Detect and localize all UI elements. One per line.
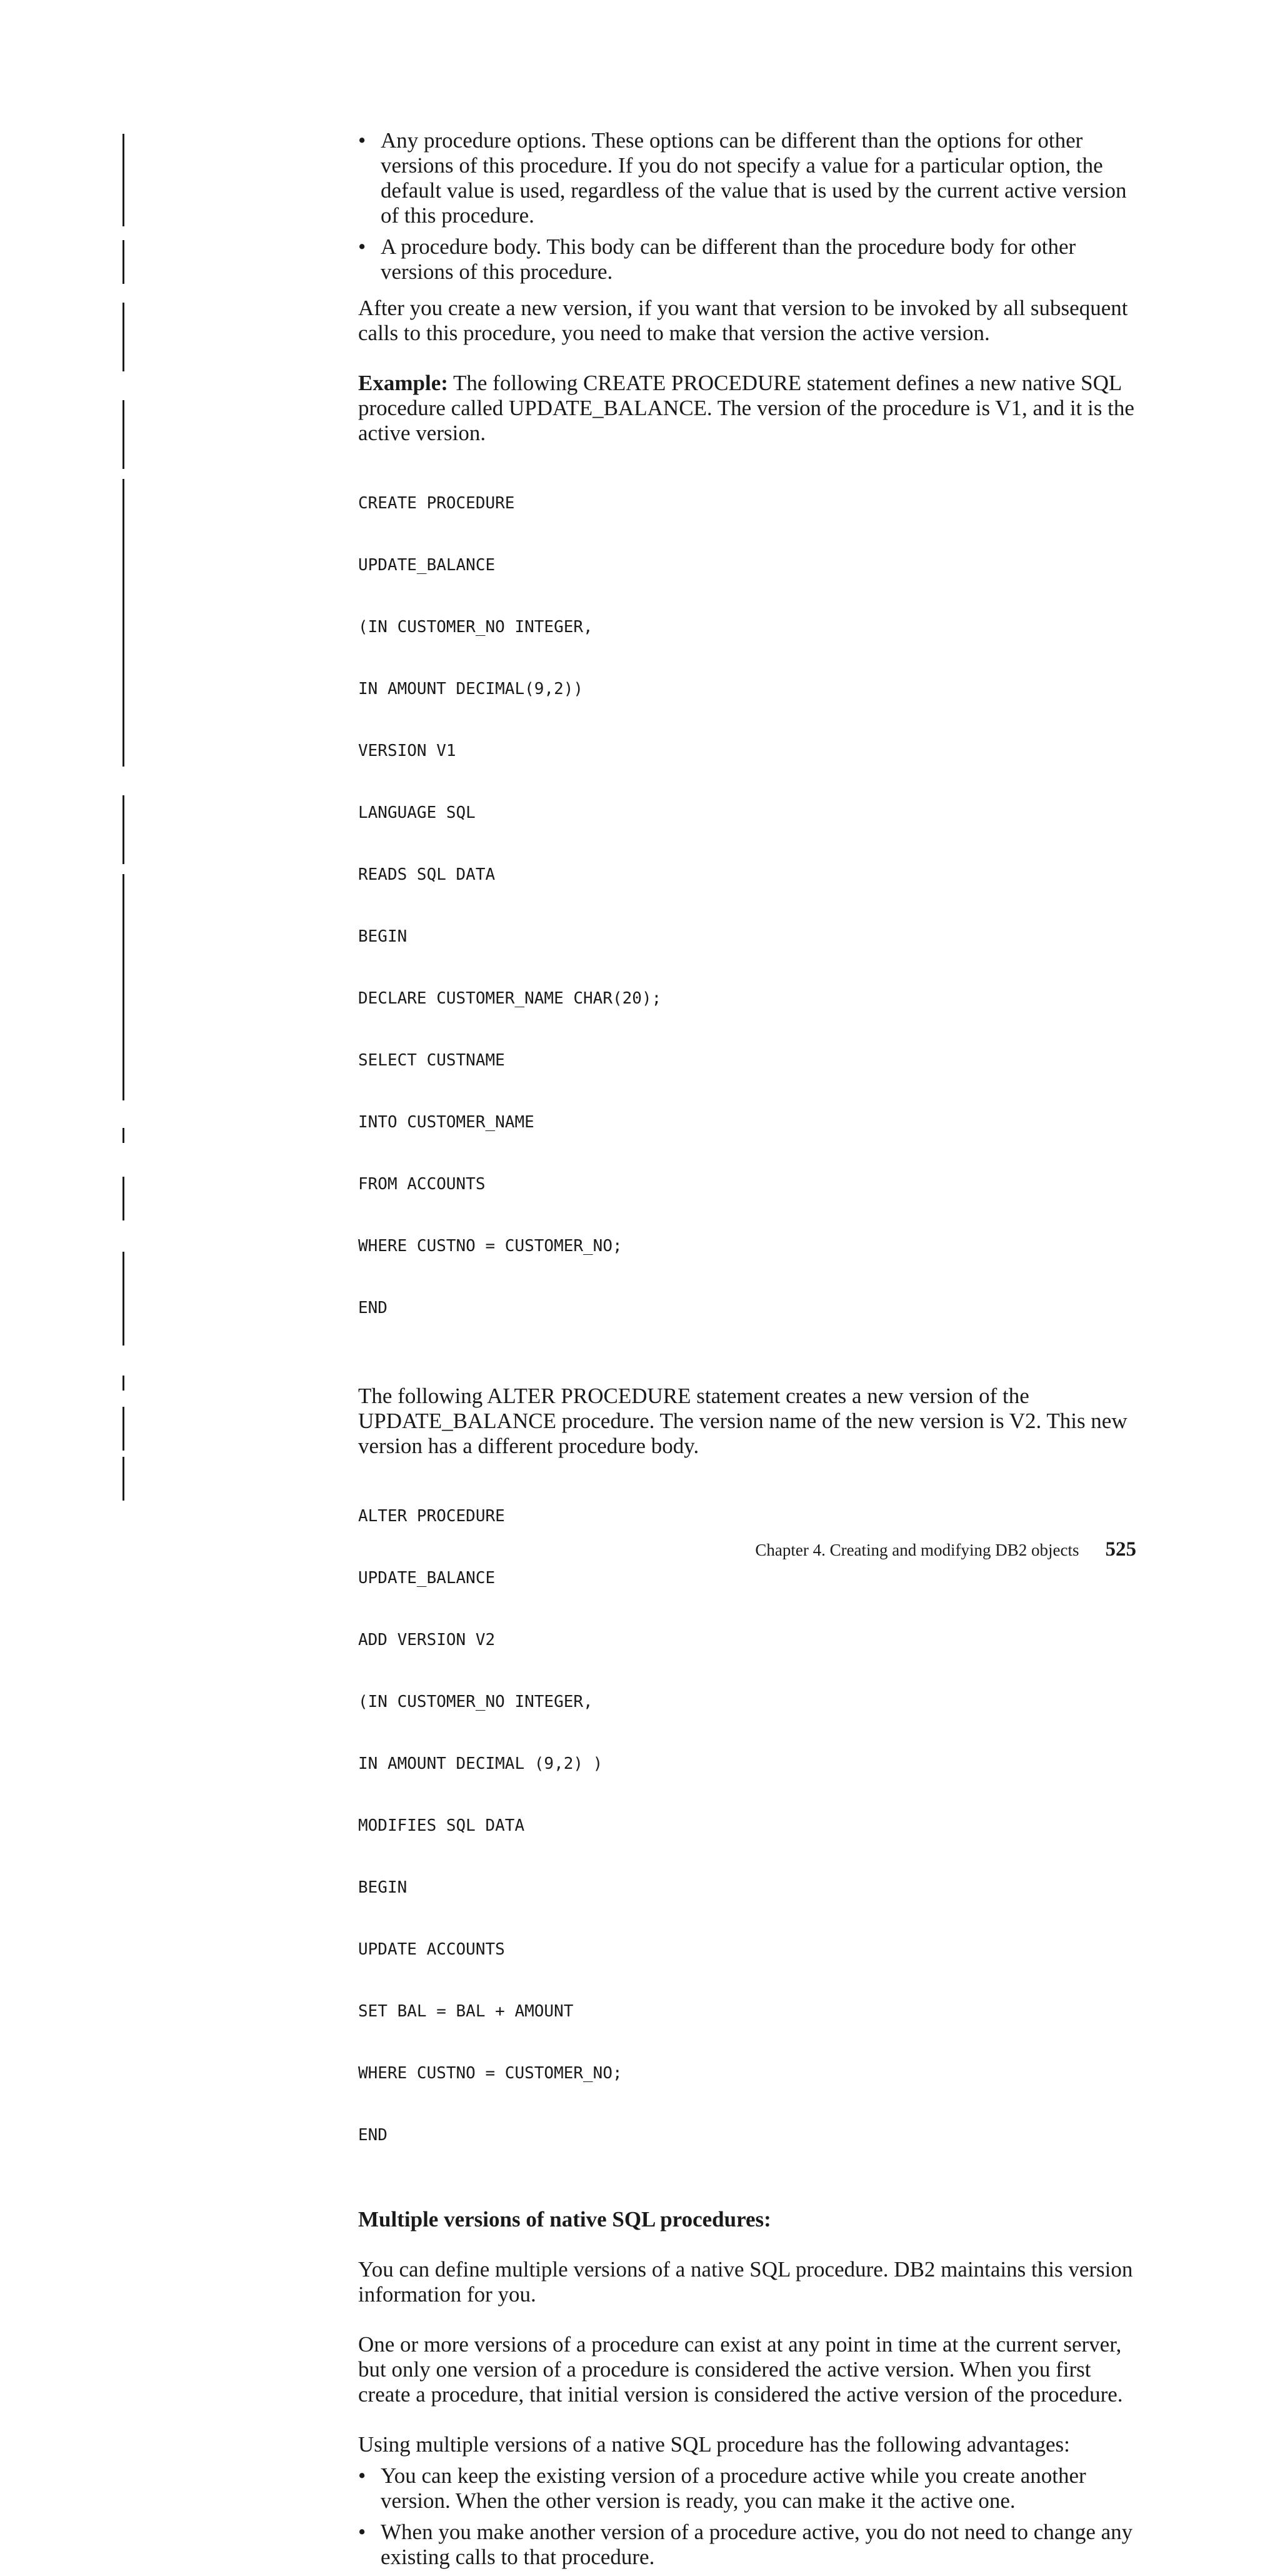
revision-bar — [122, 795, 124, 864]
code-line: BEGIN — [358, 927, 408, 946]
code-block-create — [358, 452, 1136, 1360]
revision-bar — [122, 1407, 124, 1451]
main-content — [358, 128, 1136, 2576]
revision-bar — [122, 1128, 124, 1143]
code-line: BEGIN — [358, 1878, 408, 1897]
bullet-icon: • — [358, 2463, 366, 2488]
list-item — [358, 234, 1136, 284]
code-line: READS SQL DATA — [358, 865, 496, 884]
code-line: UPDATE_BALANCE — [358, 556, 496, 575]
revision-bars — [122, 0, 130, 1657]
example-text: The following CREATE PROCEDURE statement defines a new native SQL procedure called UPDATE_BALANCE. The version of the procedure is V1, and it is the active version. — [358, 371, 1134, 445]
footer-chapter-title: Chapter 4. Creating and modifying DB2 objects — [755, 1541, 1079, 1559]
list-item — [358, 2463, 1136, 2513]
revision-bar — [122, 1252, 124, 1346]
revision-bar — [122, 1457, 124, 1501]
code-line: (IN CUSTOMER_NO INTEGER, — [358, 1693, 593, 1711]
revision-bar — [122, 874, 124, 1100]
code-line: END — [358, 2126, 388, 2145]
code-line: ALTER PROCEDURE — [358, 1507, 505, 1526]
revision-bar — [122, 400, 124, 469]
code-line: INTO CUSTOMER_NAME — [358, 1113, 534, 1132]
code-line: (IN CUSTOMER_NO INTEGER, — [358, 618, 593, 636]
code-line: SET BAL = BAL + AMOUNT — [358, 2002, 574, 2021]
paragraph-after-create: After you create a new version, if you want that version to be invoked by all subsequent calls to this procedure, you need to make that version the active version. — [358, 296, 1128, 345]
revision-bar — [122, 479, 124, 767]
page-footer — [755, 1538, 1136, 1561]
code-line: END — [358, 1299, 388, 1317]
paragraph-example — [358, 371, 1136, 446]
code-line: CREATE PROCEDURE — [358, 494, 515, 513]
bullet-icon: • — [358, 2520, 366, 2544]
bullet-icon: • — [358, 234, 366, 259]
code-line: MODIFIES SQL DATA — [358, 1816, 525, 1835]
code-block-alter — [358, 1465, 1136, 2187]
bullet-icon: • — [358, 128, 366, 153]
code-line: UPDATE_BALANCE — [358, 1569, 496, 1587]
page-number: 525 — [1105, 1538, 1136, 1561]
code-line: SELECT CUSTNAME — [358, 1051, 505, 1070]
section-heading: Multiple versions of native SQL procedures: — [358, 2207, 771, 2231]
list-item-text: Any procedure options. These options can be different than the options for other versions of this procedure. If you do not specify a value for a particular option, the default value is used, regardless of the value that is used by the current active version of this procedure. — [381, 128, 1127, 228]
code-line: LANGUAGE SQL — [358, 803, 476, 822]
list-item-text: When you make another version of a procedure active, you do not need to change any existing calls to that procedure. — [381, 2520, 1133, 2569]
code-line: UPDATE ACCOUNTS — [358, 1940, 505, 1959]
code-line: ADD VERSION V2 — [358, 1631, 496, 1649]
code-line: IN AMOUNT DECIMAL(9,2)) — [358, 680, 584, 698]
code-line: FROM ACCOUNTS — [358, 1175, 486, 1194]
revision-bar — [122, 1376, 124, 1391]
example-label: Example: — [358, 371, 448, 395]
revision-bar — [122, 1177, 124, 1220]
paragraph-define: You can define multiple versions of a native SQL procedure. DB2 maintains this version information for you. — [358, 2257, 1133, 2307]
revision-bar — [122, 240, 124, 284]
bullet-list-options — [358, 128, 1136, 284]
list-item-text: You can keep the existing version of a procedure active while you create another version. When the other version is ready, you can make it the active one. — [381, 2463, 1086, 2513]
code-line: WHERE CUSTNO = CUSTOMER_NO; — [358, 2064, 622, 2083]
code-line: WHERE CUSTNO = CUSTOMER_NO; — [358, 1237, 622, 1255]
revision-bar — [122, 303, 124, 371]
list-item — [358, 128, 1136, 228]
list-item-text: A procedure body. This body can be different than the procedure body for other versions of this procedure. — [381, 234, 1076, 284]
code-line: VERSION V1 — [358, 742, 456, 760]
revision-bar — [122, 134, 124, 226]
code-line: IN AMOUNT DECIMAL (9,2) ) — [358, 1754, 603, 1773]
list-item — [358, 2520, 1136, 2570]
paragraph-using: Using multiple versions of a native SQL procedure has the following advantages: — [358, 2432, 1070, 2457]
paragraph-one-or-more: One or more versions of a procedure can exist at any point in time at the current server, but only one version of a procedure is considered the active version. When you first create a procedure, that initial version is considered the active version of the procedure. — [358, 2332, 1123, 2407]
bullet-list-advantages — [358, 2463, 1136, 2570]
paragraph-alter: The following ALTER PROCEDURE statement creates a new version of the UPDATE_BALANCE procedure. The version name of the new version is V2. This new version has a different procedure body. — [358, 1384, 1128, 1458]
code-line: DECLARE CUSTOMER_NAME CHAR(20); — [358, 989, 662, 1008]
